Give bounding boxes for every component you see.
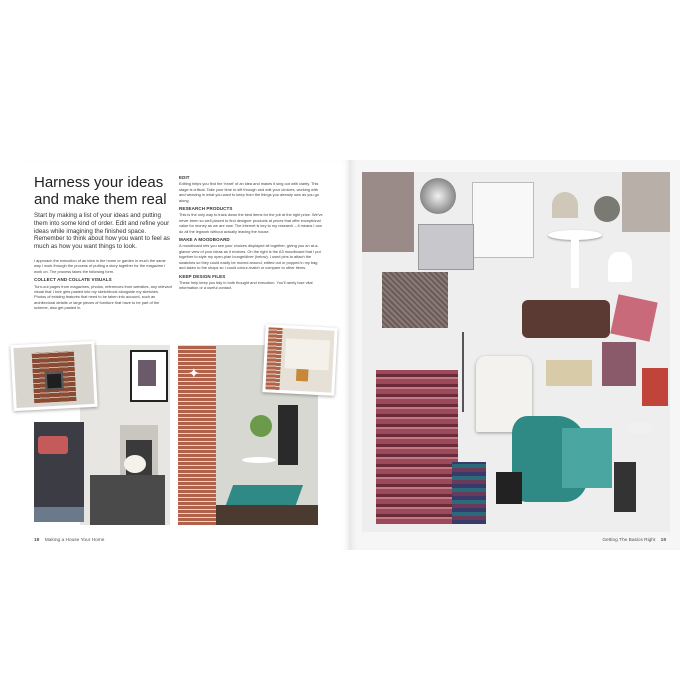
running-head-left: Making a House Your Home xyxy=(44,538,105,543)
ceramic-vase xyxy=(614,462,636,512)
section-heading-moodboard: MAKE A MOODBOARD xyxy=(179,237,230,243)
page-number-left: 18 xyxy=(34,538,40,543)
text-column-2 xyxy=(179,172,324,291)
art-print-2 xyxy=(642,368,668,406)
teal-fabric xyxy=(562,428,612,488)
kilim-rug xyxy=(376,370,458,524)
inspiration-photo xyxy=(622,172,670,232)
art-print xyxy=(602,342,636,386)
armchair-photo xyxy=(34,422,84,522)
text-column-1 xyxy=(34,258,172,311)
moodboard xyxy=(362,172,670,532)
left-page xyxy=(20,160,350,550)
fireplace-polaroid xyxy=(10,341,97,411)
section-heading-collect: COLLECT AND COLLATE VISUALS xyxy=(34,277,112,283)
stripe-swatch xyxy=(452,462,486,524)
dining-chair xyxy=(608,252,632,282)
page-title: Harness your ideas and make them real xyxy=(34,174,167,208)
section-text-keep: These help keep you tidy in both thought and execution. You'll rarely lose vital information or a useful contact. xyxy=(179,279,313,291)
table-base xyxy=(571,238,579,288)
book-spread xyxy=(20,160,680,550)
section-text-research: This is the only way to track down the best items for the job at the right price. We've never been so well placed to find designer products at prices that offer exceptional value for money as we are now. The internet is key to my research – it means I can do all the legwork without actually leaving the house. xyxy=(179,212,323,234)
section-text-collect: Turn-out pages from magazines, photos, references from websites, any relevant visual that I love gets pasted into my sketchbook alongside my sketches. Photos of existing features that need to be taken into account, such as architectural details or large pieces of furniture that have to be part of the scheme, also get pasted in. xyxy=(34,283,172,311)
left-footer xyxy=(30,538,104,543)
round-mirror xyxy=(594,196,620,222)
carpet-sample xyxy=(382,272,448,328)
metal-dish xyxy=(420,178,456,214)
wood-stove xyxy=(496,472,522,504)
page-number-right: 19 xyxy=(660,538,666,543)
section-heading-edit: EDIT xyxy=(179,175,190,180)
dining-room-photo: ✦ xyxy=(178,345,318,525)
pendant-lamp xyxy=(552,192,578,218)
right-footer xyxy=(602,538,670,543)
paint-swatch-card xyxy=(418,224,474,270)
intro-text: Start by making a list of your ideas and putting them into some kind of order. Edit and refine your ideas while imagining the finished space. Remember to think about how you want to feel as much as how you want things to look. xyxy=(34,212,170,251)
wall-light xyxy=(628,422,652,434)
section-heading-keep: KEEP DESIGN FILES xyxy=(179,273,226,279)
floor-plan-sketch xyxy=(472,182,534,258)
floral-cushion xyxy=(610,294,657,341)
right-page xyxy=(350,160,680,550)
body-paragraph: I approach the execution of an idea in the home or garden in much the same way I work through the process of putting a story together for the magazine I work on. The process takes the following form. xyxy=(34,258,166,274)
running-head-right: Getting The Basics Right xyxy=(602,538,656,543)
section-text-edit: Editing helps you find the 'heart' of an idea and makes it sing out with clarity. This stage is critical. Take your time to sift through and edit your choices, working with and weaving in what you want to keep from the things you already own as you go along. xyxy=(179,181,319,203)
section-heading-research: RESEARCH PRODUCTS xyxy=(179,206,233,212)
coffee-table xyxy=(546,360,592,386)
sofa-cutout xyxy=(522,300,610,338)
knit-swatch xyxy=(362,172,414,252)
section-text-moodboard: A moodboard lets you see your choices displayed all together, giving you an at-a-glance view of your ideas as it evolves. On the right is the A3 moodboard that I put together to style my open-plan lounge/diner (below). I used pins to attach the swatches so they could easily be moved around, edited out or popped in my bag and taken to the shops so I could colour-match or compare to other items. xyxy=(179,243,321,271)
room-polaroid xyxy=(262,324,337,396)
